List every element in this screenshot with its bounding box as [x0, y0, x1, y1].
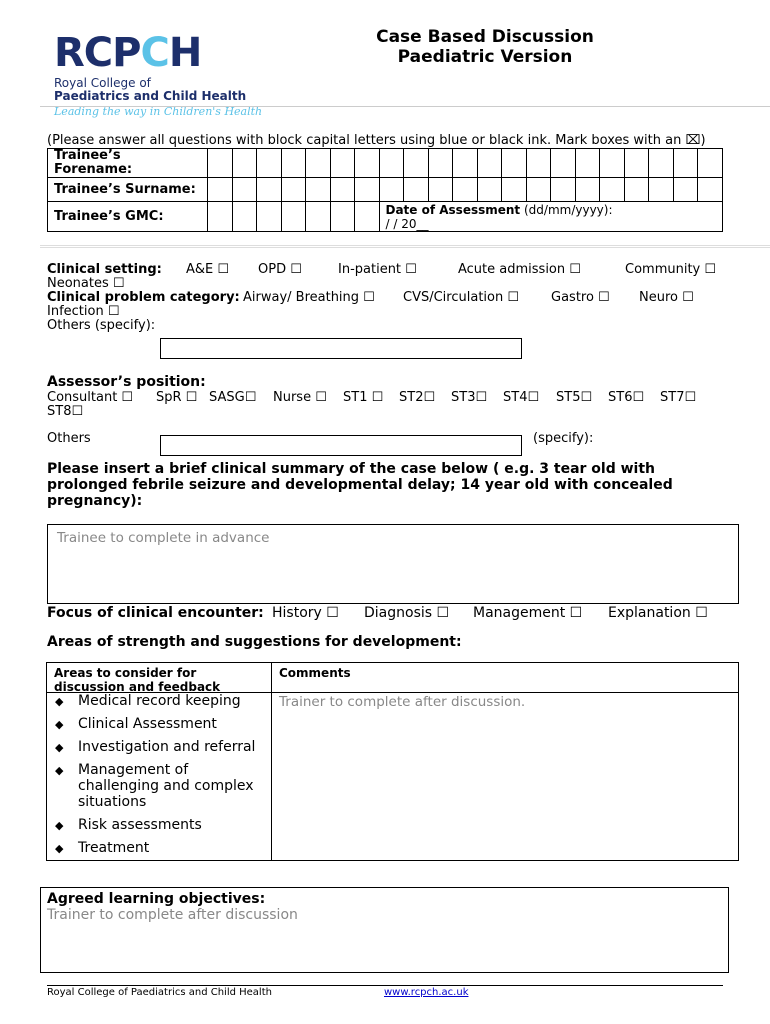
- focus-label: [47, 605, 264, 621]
- surname-box[interactable]: [575, 178, 600, 202]
- list-item: [54, 739, 269, 755]
- rcpch-logo: [54, 30, 201, 76]
- focus-history-checkbox[interactable]: History ☐: [272, 605, 339, 621]
- surname-box[interactable]: [306, 178, 331, 202]
- assessor-st3-checkbox[interactable]: ST3☐: [451, 390, 488, 405]
- category-infection-checkbox[interactable]: Infection ☐: [47, 304, 120, 319]
- instructions: (Please answer all questions with block capital letters using blue or black ink. Mark boxes with an ⌧): [47, 133, 706, 148]
- summary-textarea[interactable]: [47, 524, 739, 604]
- forename-box[interactable]: [306, 149, 331, 178]
- diamond-bullet-icon: ◆: [55, 842, 64, 855]
- focus-label-text: Focus of clinical encounter:: [47, 605, 264, 621]
- setting-community-checkbox[interactable]: Community ☐: [625, 262, 717, 277]
- footer-divider: [47, 985, 723, 986]
- assessor-consultant-checkbox[interactable]: Consultant ☐: [47, 390, 134, 405]
- forename-box[interactable]: [428, 149, 453, 178]
- forename-box[interactable]: [232, 149, 257, 178]
- forename-box[interactable]: [477, 149, 502, 178]
- focus-explanation-checkbox[interactable]: Explanation ☐: [608, 605, 708, 621]
- surname-box[interactable]: [232, 178, 257, 202]
- logo-line1: Royal College of: [54, 76, 151, 90]
- gmc-box[interactable]: [208, 202, 233, 232]
- assessor-st6-checkbox[interactable]: ST6☐: [608, 390, 645, 405]
- forename-box[interactable]: [453, 149, 478, 178]
- area-label: Investigation and referral: [78, 739, 256, 755]
- forename-box[interactable]: [281, 149, 306, 178]
- objectives-heading: Agreed learning objectives:: [47, 891, 266, 907]
- surname-box[interactable]: [281, 178, 306, 202]
- assessor-st1-checkbox[interactable]: ST1 ☐: [343, 390, 384, 405]
- summary-placeholder: Trainee to complete in advance: [57, 530, 270, 546]
- focus-management-checkbox[interactable]: Management ☐: [473, 605, 583, 621]
- forename-box[interactable]: [575, 149, 600, 178]
- logo-text-rcp: RCP: [54, 30, 141, 76]
- surname-box[interactable]: [502, 178, 527, 202]
- forename-box[interactable]: [624, 149, 649, 178]
- gmc-box[interactable]: [281, 202, 306, 232]
- problem-category-label: Clinical problem category:: [47, 290, 240, 305]
- areas-column-header: Areas to consider for discussion and feedback: [54, 666, 221, 694]
- gmc-box[interactable]: [232, 202, 257, 232]
- forename-box[interactable]: [649, 149, 674, 178]
- focus-diagnosis-checkbox[interactable]: Diagnosis ☐: [364, 605, 450, 621]
- comments-field[interactable]: Trainer to complete after discussion.: [279, 694, 526, 710]
- area-label: Management of challenging and complex situations: [78, 762, 254, 810]
- header-divider: [40, 106, 770, 107]
- diamond-bullet-icon: ◆: [55, 718, 64, 731]
- footer-website-link[interactable]: www.rcpch.ac.uk: [384, 987, 469, 998]
- category-airway-checkbox[interactable]: Airway/ Breathing ☐: [243, 290, 375, 305]
- gmc-label: Trainee’s GMC:: [48, 202, 208, 232]
- diamond-bullet-icon: ◆: [55, 819, 64, 832]
- list-item: [54, 840, 269, 856]
- area-label: Risk assessments: [78, 817, 202, 833]
- setting-opd-checkbox[interactable]: OPD ☐: [258, 262, 302, 277]
- objectives-placeholder: Trainer to complete after discussion: [47, 907, 298, 923]
- surname-box[interactable]: [379, 178, 404, 202]
- setting-acute-admission-checkbox[interactable]: Acute admission ☐: [458, 262, 581, 277]
- forename-box[interactable]: [673, 149, 698, 178]
- surname-box[interactable]: [330, 178, 355, 202]
- assessor-spr-checkbox[interactable]: SpR ☐: [156, 390, 198, 405]
- assessor-st7-checkbox[interactable]: ST7☐: [660, 390, 697, 405]
- learning-objectives-box[interactable]: [40, 887, 729, 973]
- surname-label: Trainee’s Surname:: [48, 178, 208, 202]
- gmc-box[interactable]: [257, 202, 282, 232]
- logo-line2: Paediatrics and Child Health: [54, 89, 247, 103]
- clinical-setting-label: Clinical setting:: [47, 262, 162, 277]
- surname-box[interactable]: [624, 178, 649, 202]
- list-item: [54, 762, 269, 810]
- area-label: Treatment: [78, 840, 150, 856]
- date-format: (dd/mm/yyyy):: [520, 202, 613, 217]
- surname-box[interactable]: [477, 178, 502, 202]
- forename-box[interactable]: [526, 149, 551, 178]
- document-title: [360, 27, 610, 67]
- surname-box[interactable]: [649, 178, 674, 202]
- surname-box[interactable]: [600, 178, 625, 202]
- surname-box[interactable]: [698, 178, 723, 202]
- surname-box[interactable]: [453, 178, 478, 202]
- assessor-position-label: Assessor’s position:: [47, 374, 206, 390]
- title-line2: Paediatric Version: [397, 47, 573, 67]
- category-neuro-checkbox[interactable]: Neuro ☐: [639, 290, 694, 305]
- logo-text-c: C: [140, 30, 169, 76]
- category-others-label: Others (specify):: [47, 318, 156, 333]
- forename-box[interactable]: [600, 149, 625, 178]
- area-label: Medical record keeping: [78, 693, 241, 709]
- areas-heading: Areas of strength and suggestions for development:: [47, 634, 462, 650]
- clinical-setting-row: [47, 262, 162, 277]
- assessor-st5-checkbox[interactable]: ST5☐: [556, 390, 593, 405]
- assessor-st2-checkbox[interactable]: ST2☐: [399, 390, 436, 405]
- trainee-details-table: [47, 148, 723, 232]
- category-gastro-checkbox[interactable]: Gastro ☐: [551, 290, 610, 305]
- surname-box[interactable]: [551, 178, 576, 202]
- setting-ae-checkbox[interactable]: A&E ☐: [186, 262, 230, 277]
- date-label: Date of Assessment: [385, 202, 521, 217]
- forename-box[interactable]: [379, 149, 404, 178]
- setting-inpatient-checkbox[interactable]: In-patient ☐: [338, 262, 417, 277]
- assessor-nurse-checkbox[interactable]: Nurse ☐: [273, 390, 327, 405]
- surname-box[interactable]: [526, 178, 551, 202]
- areas-list: [54, 693, 269, 863]
- forename-box[interactable]: [208, 149, 233, 178]
- list-item: [54, 817, 269, 833]
- assessor-st8-checkbox[interactable]: ST8☐: [47, 404, 84, 419]
- gmc-box[interactable]: [355, 202, 380, 232]
- diamond-bullet-icon: ◆: [55, 764, 64, 777]
- forename-box[interactable]: [551, 149, 576, 178]
- category-others-input[interactable]: [160, 338, 522, 359]
- forename-box[interactable]: [355, 149, 380, 178]
- gmc-box[interactable]: [306, 202, 331, 232]
- diamond-bullet-icon: ◆: [55, 695, 64, 708]
- list-item: [54, 693, 269, 709]
- comments-column-header: Comments: [279, 666, 351, 680]
- surname-box[interactable]: [428, 178, 453, 202]
- date-of-assessment-field[interactable]: [379, 202, 722, 232]
- summary-heading: Please insert a brief clinical summary of the case below ( e.g. 3 tear old with prolonged febrile seizure and developmental delay; 14 year old with concealed pregnancy):: [47, 461, 673, 509]
- assessor-specify-label: (specify):: [533, 431, 594, 446]
- logo-tagline: Leading the way in Children's Health: [54, 105, 263, 118]
- areas-table: [46, 662, 739, 861]
- gmc-box[interactable]: [330, 202, 355, 232]
- surname-box[interactable]: [355, 178, 380, 202]
- assessor-st4-checkbox[interactable]: ST4☐: [503, 390, 540, 405]
- footer-organisation: Royal College of Paediatrics and Child Health: [47, 987, 272, 998]
- forename-box[interactable]: [257, 149, 282, 178]
- problem-category-row: [47, 290, 240, 305]
- setting-neonates-checkbox[interactable]: Neonates ☐: [47, 276, 125, 291]
- assessor-others-label: Others: [47, 431, 91, 446]
- area-label: Clinical Assessment: [78, 716, 217, 732]
- forename-box[interactable]: [698, 149, 723, 178]
- forename-box[interactable]: [404, 149, 429, 178]
- assessor-sasg-checkbox[interactable]: SASG☐: [209, 390, 257, 405]
- diamond-bullet-icon: ◆: [55, 741, 64, 754]
- surname-box[interactable]: [208, 178, 233, 202]
- title-line1: Case Based Discussion: [376, 27, 594, 47]
- category-cvs-checkbox[interactable]: CVS/Circulation ☐: [403, 290, 520, 305]
- forename-box[interactable]: [330, 149, 355, 178]
- assessor-others-input[interactable]: [160, 435, 522, 456]
- section-divider: [40, 245, 770, 248]
- forename-label: Trainee’s Forename:: [48, 149, 208, 178]
- date-value: / / 20__: [385, 216, 429, 231]
- logo-text-h: H: [168, 30, 202, 76]
- list-item: [54, 716, 269, 732]
- surname-box[interactable]: [257, 178, 282, 202]
- surname-box[interactable]: [404, 178, 429, 202]
- surname-box[interactable]: [673, 178, 698, 202]
- forename-box[interactable]: [502, 149, 527, 178]
